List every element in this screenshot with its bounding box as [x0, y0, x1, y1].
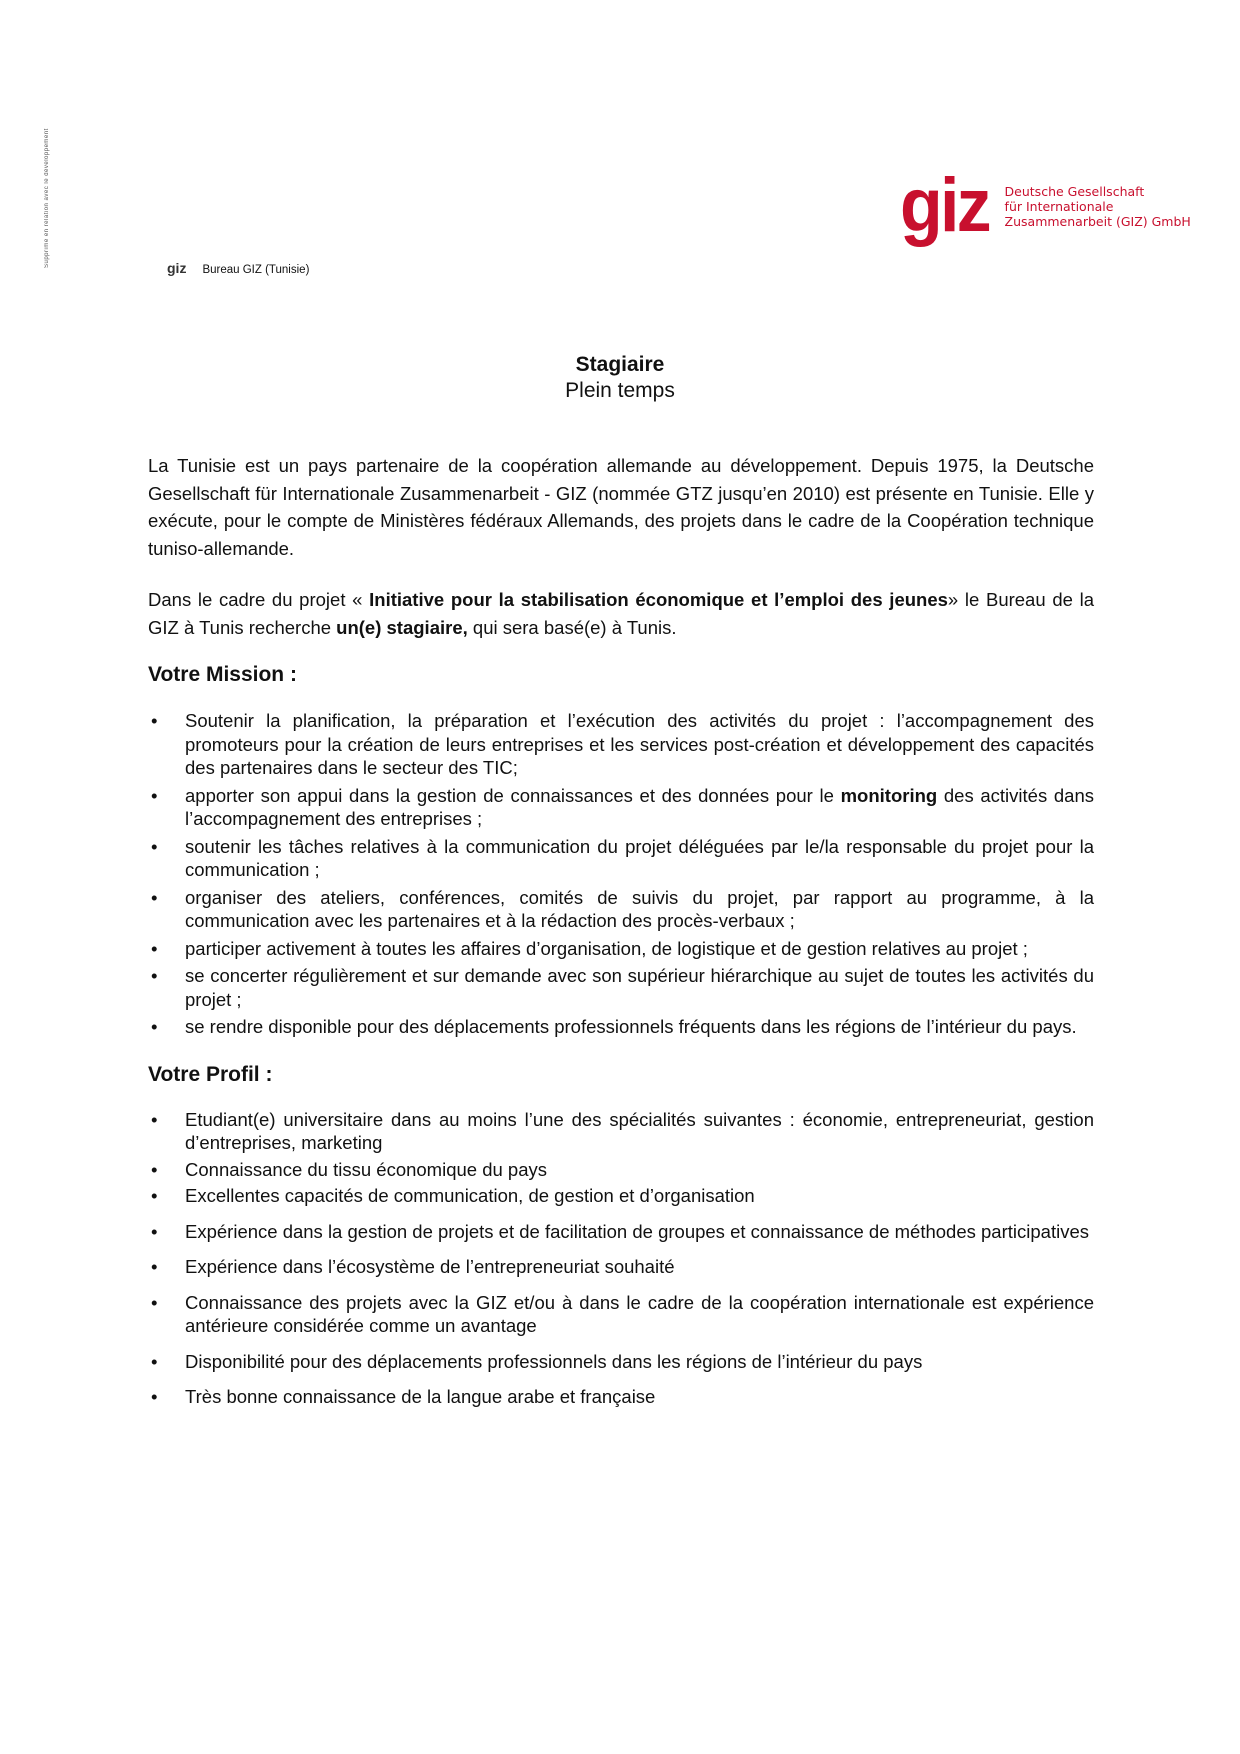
mission-item-text: Soutenir la planification, la préparation et l’exécution des activités du projet : l’accompagnement des promoteurs pour la création de leurs entreprises et les services post-création et développement des capacités des partenaires dans le secteur des TIC; [185, 710, 1094, 778]
giz-logo-text [1005, 184, 1191, 229]
profil-item-text: Disponibilité pour des déplacements professionnels dans les régions de l’intérieur du pays [185, 1350, 923, 1372]
logo-line: Zusammenarbeit (GIZ) GmbH [1004, 213, 1191, 229]
mission-item [148, 886, 1094, 933]
project-text: Dans le cadre du projet « [148, 589, 370, 610]
side-note: Supprime en relation avec le développement [44, 128, 50, 268]
mission-item [148, 709, 1094, 780]
profil-item [148, 1255, 1094, 1279]
main-content [148, 452, 1094, 1409]
intro-paragraph: La Tunisie est un pays partenaire de la coopération allemande au développement. Depuis 1975, la Deutsche Gesellschaft für Internationale Zusammenarbeit - GIZ (nommée GTZ jusqu’en 2010) est présente en Tunisie. Elle y exécute, pour le compte de Ministères fédéraux Allemands, des projets dans le cadre de la Coopération technique tuniso-allemande. [148, 455, 1094, 559]
profil-item [148, 1350, 1094, 1374]
profil-item [148, 1220, 1094, 1244]
profil-item-text: Etudiant(e) universitaire dans au moins l’une des spécialités suivantes : économie, entrepreneuriat, gestion d’entreprises, marketing [185, 1108, 1094, 1153]
position-name: un(e) stagiaire, [336, 616, 468, 638]
bullet-icon: • [151, 965, 158, 986]
giz-logo-mark: giz [900, 163, 989, 248]
giz-logo [900, 163, 1191, 248]
title-block [0, 352, 1240, 404]
mission-item [148, 784, 1094, 831]
mission-item-text: apporter son appui dans la gestion de connaissances et des données pour le [185, 784, 841, 806]
mission-item-text: soutenir les tâches relatives à la communication du projet déléguées par le/la responsable du projet pour la communication ; [185, 835, 1094, 880]
profil-item [148, 1158, 1094, 1182]
profil-item [148, 1184, 1094, 1208]
mission-item [148, 937, 1094, 961]
bullet-icon: • [151, 1386, 158, 1407]
bullet-icon: • [151, 1291, 158, 1313]
project-paragraph [148, 586, 1094, 641]
bullet-icon: • [151, 1350, 158, 1372]
project-text: » le Bureau de la GIZ à Tunis recherche [148, 589, 1094, 638]
bullet-icon: • [151, 1158, 158, 1180]
profil-item-text: Connaissance du tissu économique du pays [185, 1158, 548, 1180]
bullet-icon: • [151, 1256, 158, 1277]
mission-item-bold: monitoring [840, 784, 938, 806]
project-name: Initiative pour la stabilisation économique et l’emploi des jeunes [369, 589, 948, 610]
bullet-icon: • [151, 710, 158, 731]
bureau-mark: giz [167, 260, 187, 276]
mission-item-text: participer activement à toutes les affaires d’organisation, de logistique et de gestion relatives au projet ; [185, 937, 1028, 959]
mission-heading: Votre Mission : [148, 663, 297, 686]
logo-line: Deutsche Gesellschaft [1004, 183, 1145, 199]
profil-item [148, 1385, 1094, 1409]
profil-item-text: Connaissance des projets avec la GIZ et/ou à dans le cadre de la coopération internationale est expérience antérieure considérée comme un avantage [185, 1291, 1094, 1336]
profil-heading: Votre Profil : [148, 1062, 273, 1086]
bullet-icon: • [151, 937, 158, 959]
profil-item [148, 1108, 1094, 1155]
page-title: Stagiaire [575, 353, 665, 376]
bullet-icon: • [151, 1108, 158, 1130]
mission-item-text: se concerter régulièrement et sur demande avec son supérieur hiérarchique au sujet de toutes les activités du projet ; [185, 965, 1094, 1010]
bureau-header [167, 260, 309, 276]
mission-item [148, 1015, 1094, 1039]
profil-list [148, 1108, 1094, 1409]
profil-item-text: Expérience dans la gestion de projets et de facilitation de groupes et connaissance de méthodes participatives [185, 1220, 1089, 1242]
mission-item-text: des activités dans l’accompagnement des entreprises ; [185, 784, 1094, 829]
page-subtitle: Plein temps [565, 379, 675, 402]
profil-item-text: Excellentes capacités de communication, de gestion et d’organisation [185, 1185, 755, 1206]
mission-list [148, 709, 1094, 1039]
mission-item-text: organiser des ateliers, conférences, comités de suivis du projet, par rapport au programme, à la communication avec les partenaires et à la rédaction des procès-verbaux ; [185, 886, 1094, 931]
profil-item-text: Très bonne connaissance de la langue arabe et française [185, 1386, 656, 1407]
profil-item-text: Expérience dans l’écosystème de l’entrepreneuriat souhaité [185, 1256, 675, 1277]
bureau-label: Bureau GIZ (Tunisie) [202, 264, 310, 276]
bullet-icon: • [151, 1016, 158, 1037]
logo-line: für Internationale [1004, 198, 1114, 214]
mission-item [148, 835, 1094, 882]
mission-item [148, 964, 1094, 1011]
project-text: qui sera basé(e) à Tunis. [467, 616, 677, 638]
bullet-icon: • [151, 784, 158, 806]
mission-item-text: se rendre disponible pour des déplacements professionnels fréquents dans les régions de l’intérieur du pays. [185, 1016, 1077, 1037]
bullet-icon: • [151, 1220, 158, 1242]
bullet-icon: • [151, 1185, 158, 1206]
profil-item [148, 1291, 1094, 1338]
bullet-icon: • [151, 835, 158, 857]
bullet-icon: • [151, 886, 158, 908]
